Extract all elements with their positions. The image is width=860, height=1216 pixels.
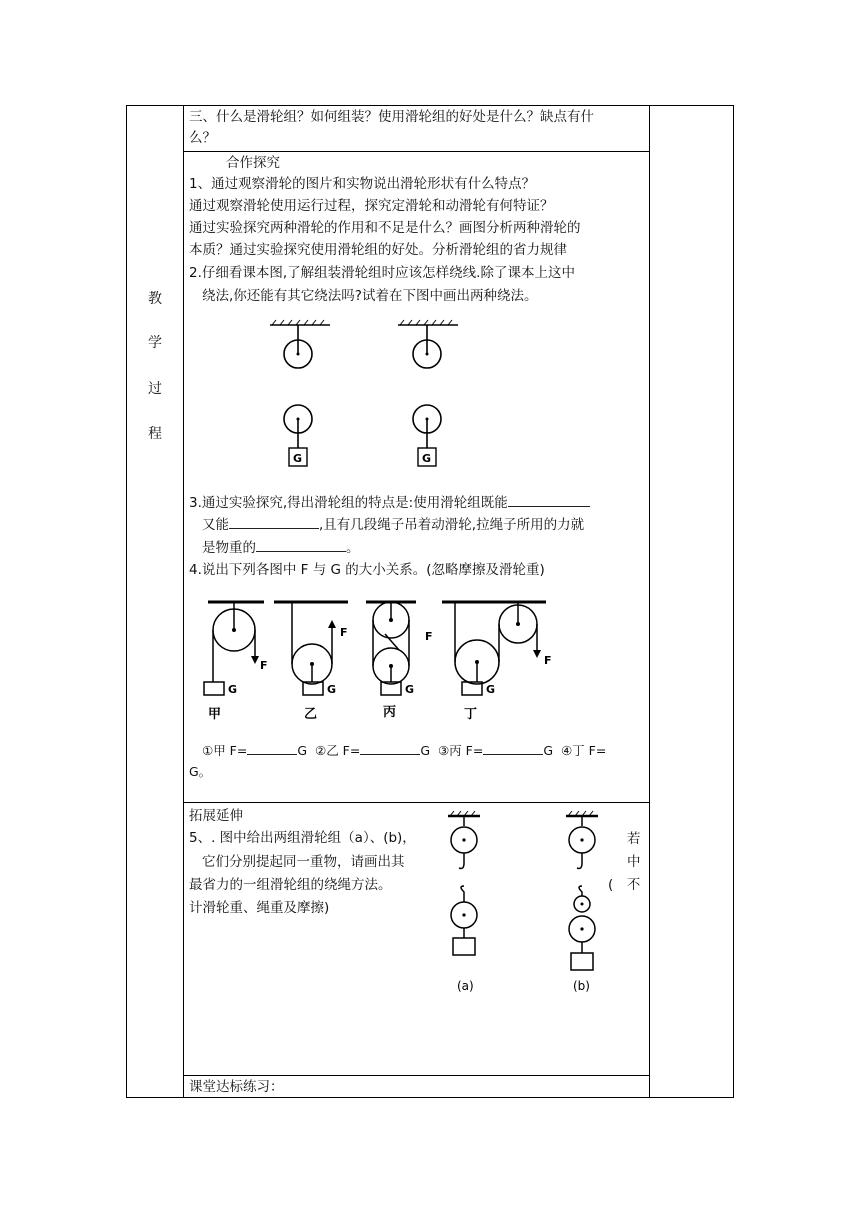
answer-label: ③丙 F=: [437, 743, 484, 758]
weight-label: G: [405, 683, 415, 696]
caption-b: (b): [573, 979, 590, 993]
caption-a: (a): [457, 979, 474, 993]
diagram-label-ding: 丁: [464, 707, 478, 722]
diagram-label-yi: 乙: [304, 707, 318, 722]
explore-heading: 合作探究: [226, 155, 280, 171]
answer-unit: G: [420, 743, 431, 758]
explore-question-1: 1、通过观察滑轮的图片和实物说出滑轮形状有什么特点？: [189, 176, 536, 192]
extension-question-5b: 它们分别提起同一重物，请画出其: [202, 854, 405, 870]
pulley-diagrams: [200, 594, 560, 724]
weight-label: G: [228, 683, 238, 696]
weight-label: G: [327, 683, 337, 696]
column-divider-left: [183, 105, 184, 1098]
explore-question-1b: 通过观察滑轮使用运行过程，探究定滑轮和动滑轮有何特证？: [189, 198, 554, 214]
side-label-char: 学: [148, 335, 162, 351]
weight-label: G: [422, 452, 432, 465]
force-label: F: [340, 626, 348, 639]
q3-text: 。: [346, 540, 360, 556]
q3-text: ,且有几段绳子吊着动滑轮,拉绳子所用的力就: [319, 517, 585, 533]
side-label-char: 程: [148, 426, 162, 442]
explore-question-3: [189, 492, 590, 513]
q3-text: 又能: [202, 517, 229, 533]
side-label-char: 教: [148, 291, 162, 307]
explore-question-3c: [202, 537, 360, 558]
row-divider: [183, 1075, 649, 1076]
pulley-sets-ab: [440, 808, 610, 1003]
explore-question-1c: 通过实验探究两种滑轮的作用和不足是什么？画图分析两种滑轮的: [189, 220, 581, 236]
answer-blank[interactable]: [508, 492, 590, 507]
force-label: F: [544, 654, 552, 667]
answer-label: ②乙 F=: [314, 743, 361, 758]
answer-blank[interactable]: [229, 514, 319, 529]
answer-unit: G: [297, 743, 308, 758]
answer-blank[interactable]: [360, 740, 420, 755]
diagram-label-jia: 甲: [208, 707, 222, 722]
answer-label: ①甲 F=: [202, 743, 248, 758]
extension-text-right: 中: [627, 854, 641, 870]
diagram-label-bing: 丙: [383, 705, 397, 720]
explore-question-2b: 绕法,你还能有其它绕法吗?试着在下图中画出两种绕法。: [202, 288, 538, 304]
extension-text-right: 若: [627, 831, 641, 847]
answer-unit: G: [543, 743, 553, 758]
extension-heading: 拓展延伸: [189, 808, 243, 824]
answer-row-cont: G。: [189, 764, 212, 779]
practice-heading: 课堂达标练习：: [189, 1079, 284, 1095]
row-divider: [183, 802, 649, 803]
force-label: F: [260, 659, 268, 672]
weight-label: G: [486, 683, 496, 696]
section3-question: 三、什么是滑轮组？如何组装？使用滑轮组的好处是什么？缺点有什: [189, 109, 594, 125]
extension-question-5c: 最省力的一组滑轮组的绕绳方法。: [189, 877, 392, 893]
explore-question-3b: [202, 514, 584, 535]
answer-blank[interactable]: [483, 740, 543, 755]
weight-label: G: [293, 452, 303, 465]
answer-row: [202, 740, 606, 761]
section3-question-cont: 么？: [189, 130, 216, 146]
q3-text: 是物重的: [202, 540, 256, 556]
explore-question-1d: 本质？通过实验探究使用滑轮组的好处。分析滑轮组的省力规律: [189, 242, 567, 258]
extension-text-right: ( 不: [608, 877, 641, 893]
side-label-char: 过: [148, 381, 162, 397]
explore-question-4: 4.说出下列各图中 F 与 G 的大小关系。(忽略摩擦及滑轮重): [189, 562, 545, 578]
row-divider: [183, 151, 649, 152]
q3-text: 3.通过实验探究,得出滑轮组的特点是:使用滑轮组既能: [189, 495, 508, 511]
pulley-drawing-area: [260, 320, 480, 470]
answer-blank[interactable]: [256, 537, 346, 552]
extension-question-5d: 计滑轮重、绳重及摩擦): [189, 900, 330, 916]
force-label: F: [425, 630, 433, 643]
extension-question-5: 5、. 图中给出两组滑轮组（a）、(b)，: [189, 830, 416, 846]
answer-blank[interactable]: [247, 740, 297, 755]
column-divider-right: [649, 105, 650, 1098]
explore-question-2: 2.仔细看课本图,了解组装滑轮组时应该怎样绕线.除了课本上这中: [189, 265, 575, 281]
answer-label: ④丁 F=: [560, 743, 607, 758]
